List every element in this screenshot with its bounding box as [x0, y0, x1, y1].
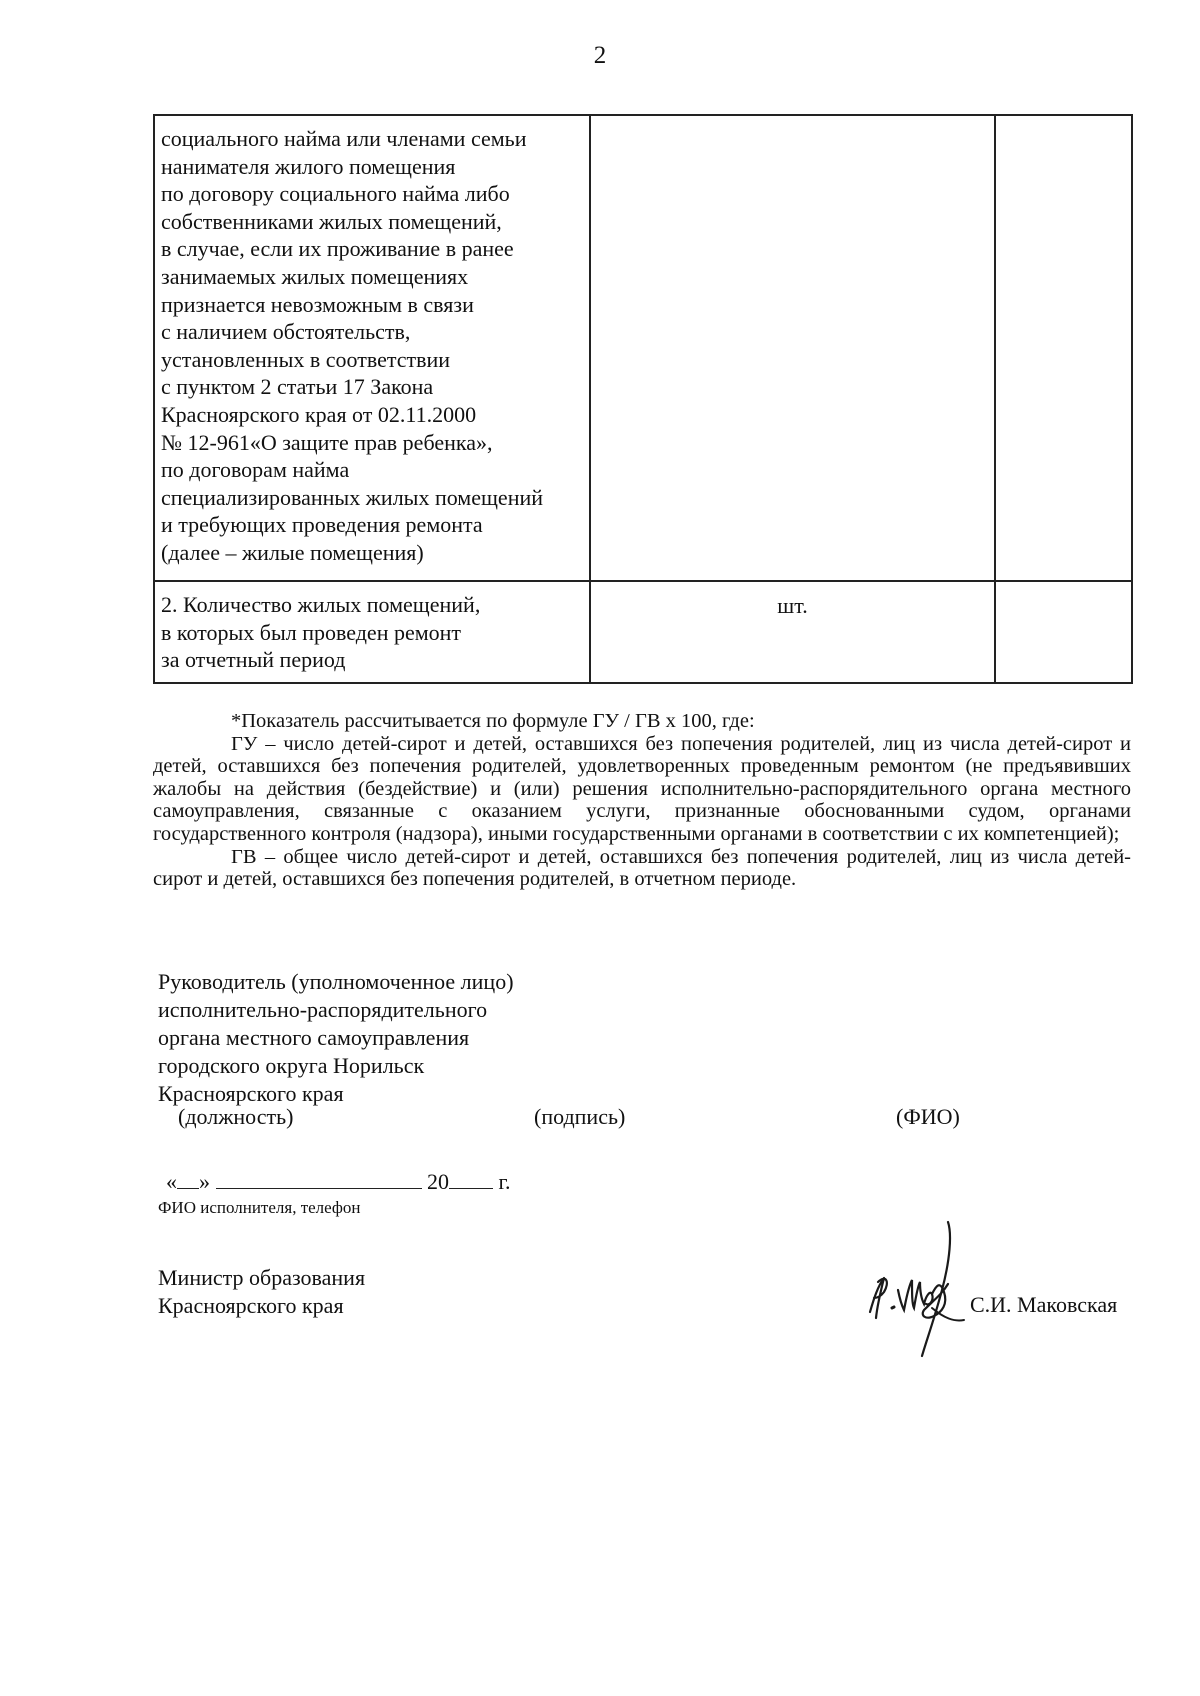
year-blank	[449, 1168, 493, 1189]
executor-label: ФИО исполнителя, телефон	[158, 1198, 361, 1217]
minister-name: С.И. Маковская	[970, 1292, 1118, 1317]
table-row	[154, 581, 1132, 683]
table-cell	[154, 115, 590, 581]
signature-label: (подпись)	[534, 1104, 626, 1129]
gu-definition: ГУ – число детей-сирот и детей, оставшихся без попечения родителей, лиц из числа детей-сирот и детей, оставшихся без попечения родителей, удовлетворенных проведенным ремонтом (не предъявивших жалобы на действия (бездействие) и (или) решения исполнительно-распорядительного органа местного самоуправления, связанные с оказанием услуги, признанные обоснованными судом, органами государственного контроля (надзора), иными государственными органами в соответствии с их компетенцией);	[153, 732, 1131, 845]
minister-title: Министр образования Красноярского края	[158, 1265, 366, 1318]
formula-text: *Показатель рассчитывается по формуле ГУ / ГВ х 100, где:	[231, 710, 755, 732]
table-row	[154, 115, 1132, 581]
table-cell	[154, 581, 590, 683]
unit-of-measure: шт.	[777, 593, 808, 618]
footnote	[153, 710, 1131, 891]
head-title: Руководитель (уполномоченное лицо) исполнительно-распорядительного органа местного самоуправления городского округа Норильск Красноярского края	[158, 969, 514, 1106]
month-blank	[216, 1168, 422, 1189]
indicator-table	[153, 114, 1133, 684]
gv-definition: ГВ – общее число детей-сирот и детей, оставшихся без попечения родителей, лиц из числа детей-сирот и детей, оставшихся без попечения родителей, в отчетном периоде.	[153, 845, 1131, 891]
position-label: (должность)	[178, 1104, 294, 1129]
table-cell	[590, 115, 995, 581]
page-number: 2	[593, 42, 607, 69]
indicator-description: социального найма или членами семьи нанимателя жилого помещения по договору социального найма либо собственниками жилых помещений, в случае, если их проживание в ранее занимаемых жилых помещениях признается невозможным в связи с наличием обстоятельств, установленных в соответствии с пунктом 2 статьи 17 Закона Красноярского края от 02.11.2000 № 12-961«О защите прав ребенка», по договорам найма специализированных жилых помещений и требующих проведения ремонта (далее – жилые помещения)	[161, 126, 544, 565]
fio-label: (ФИО)	[896, 1104, 960, 1129]
table-cell	[590, 581, 995, 683]
table-cell	[995, 581, 1132, 683]
handwritten-signature	[868, 1220, 968, 1360]
table-cell	[995, 115, 1132, 581]
indicator-name: 2. Количество жилых помещений, в которых был проведен ремонт за отчетный период	[161, 592, 481, 673]
date-line: « » 20 г.	[166, 1169, 511, 1194]
day-blank	[177, 1168, 199, 1189]
